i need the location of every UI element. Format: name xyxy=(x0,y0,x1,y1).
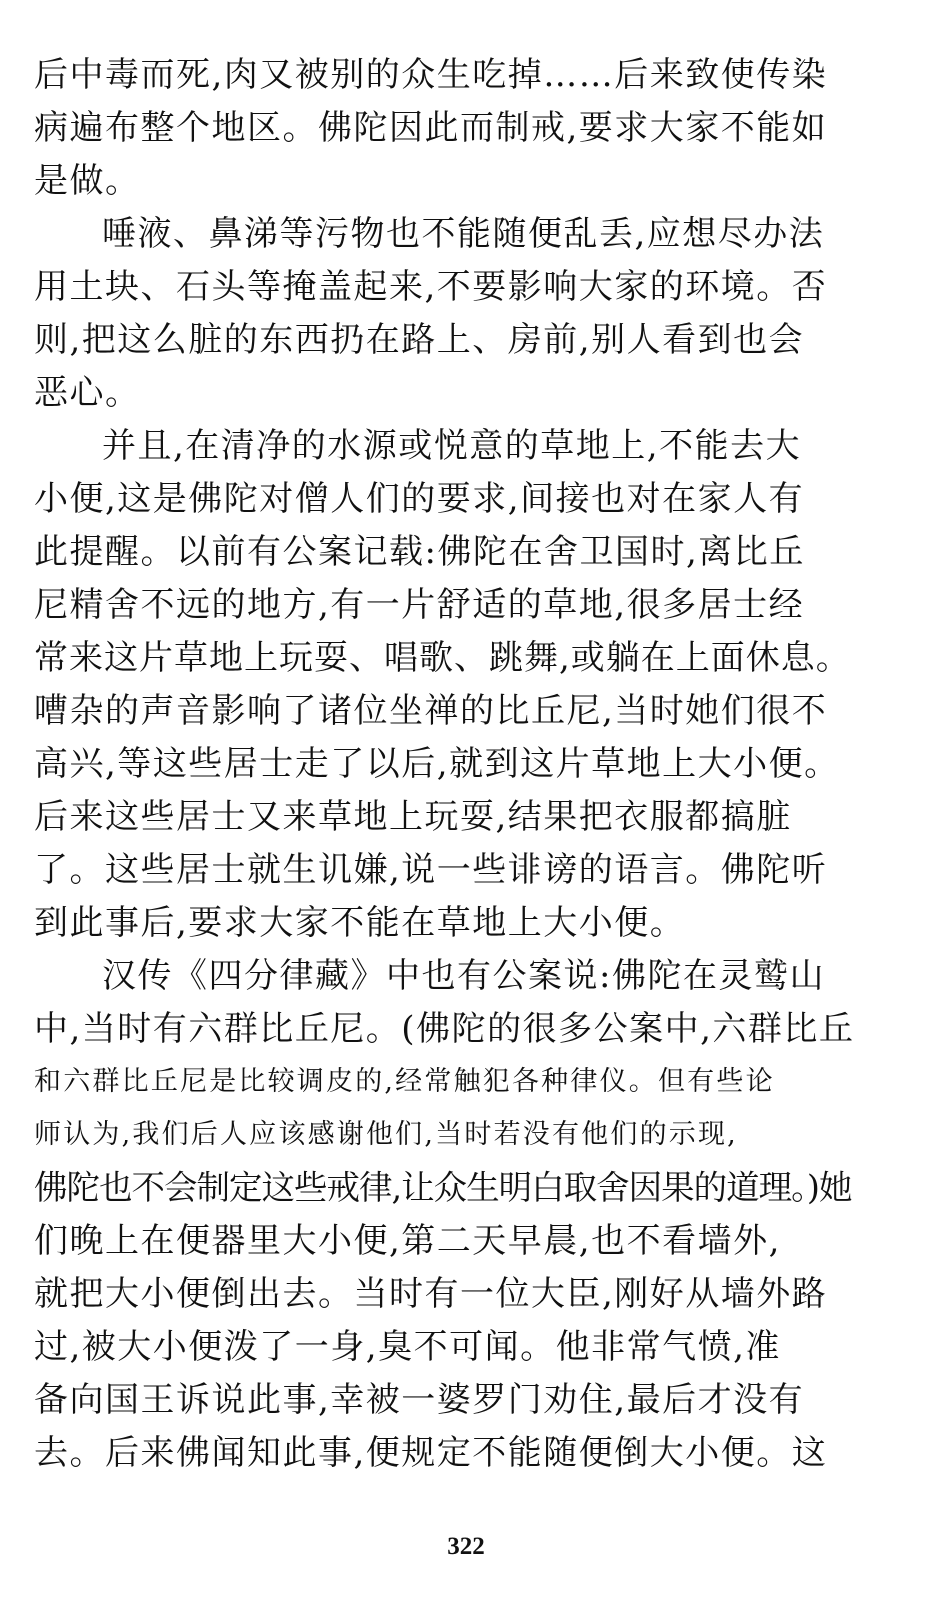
text-line: 去。后来佛闻知此事,便规定不能随便倒大小便。这 xyxy=(34,1433,828,1473)
text-line: 用土块、石头等掩盖起来,不要影响大家的环境。否 xyxy=(34,267,828,307)
text-line: 唾液、鼻涕等污物也不能随便乱丢,应想尽办法 xyxy=(102,214,825,254)
text-line: 则,把这么脏的东西扔在路上、房前,别人看到也会 xyxy=(34,320,805,360)
note-line: 师认为,我们后人应该感谢他们,当时若没有他们的示现, xyxy=(34,1119,738,1150)
text-line: 是做。 xyxy=(34,161,141,201)
text-line: 过,被大小便泼了一身,臭不可闻。他非常气愤,准 xyxy=(34,1327,781,1367)
text-line: 尼精舍不远的地方,有一片舒适的草地,很多居士经 xyxy=(34,585,805,625)
text-line: 就把大小便倒出去。当时有一位大臣,刚好从墙外路 xyxy=(34,1274,828,1314)
text-line: 中,当时有六群比丘尼。(佛陀的很多公案中,六群比丘 xyxy=(34,1009,855,1049)
text-line: 后中毒而死,肉又被别的众生吃掉……后来致使传染 xyxy=(34,55,828,95)
text-line: 此提醒。以前有公案记载:佛陀在舍卫国时,离比丘 xyxy=(34,532,805,572)
text-line: 恶心。 xyxy=(34,373,141,413)
text-line: 后来这些居士又来草地上玩耍,结果把衣服都搞脏 xyxy=(34,797,792,837)
text-line: 到此事后,要求大家不能在草地上大小便。 xyxy=(34,903,686,943)
text-line: 常来这片草地上玩耍、唱歌、跳舞,或躺在上面休息。 xyxy=(34,638,851,678)
text-line: 汉传《四分律藏》中也有公案说:佛陀在灵鹫山 xyxy=(102,956,825,996)
text-line: 并且,在清净的水源或悦意的草地上,不能去大 xyxy=(102,426,802,466)
text-line: 小便,这是佛陀对僧人们的要求,间接也对在家人有 xyxy=(34,479,805,519)
text-line: 备向国王诉说此事,幸被一婆罗门劝住,最后才没有 xyxy=(34,1380,805,1420)
page-number: 322 xyxy=(447,1533,485,1560)
text-line: 们晚上在便器里大小便,第二天早晨,也不看墙外, xyxy=(34,1221,781,1261)
text-line: 病遍布整个地区。佛陀因此而制戒,要求大家不能如 xyxy=(34,108,828,148)
text-line: 佛陀也不会制定这些戒律,让众生明白取舍因果的道理。)她 xyxy=(34,1168,852,1207)
text-line: 嘈杂的声音影响了诸位坐禅的比丘尼,当时她们很不 xyxy=(34,691,828,731)
text-line: 了。这些居士就生讥嫌,说一些诽谤的语言。佛陀听 xyxy=(34,850,828,890)
text-line: 高兴,等这些居士走了以后,就到这片草地上大小便。 xyxy=(34,744,840,784)
note-line: 和六群比丘尼是比较调皮的,经常触犯各种律仪。但有些论 xyxy=(34,1066,775,1097)
